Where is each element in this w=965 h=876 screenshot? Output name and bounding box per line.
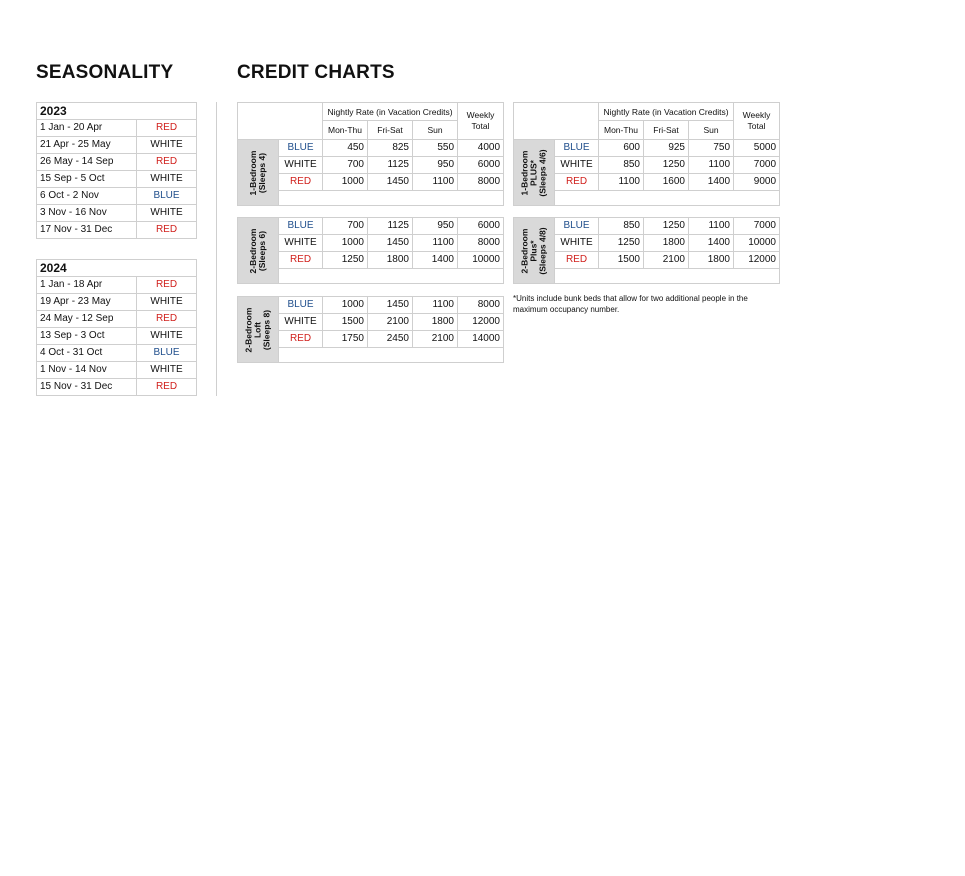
weekly-value: 8000 <box>458 297 504 314</box>
date-range: 17 Nov - 31 Dec <box>37 222 137 239</box>
weekly-label: Weekly <box>742 110 771 120</box>
season-label: WHITE <box>137 362 197 379</box>
mon-thu-value: 600 <box>599 140 644 157</box>
season-label: RED <box>137 222 197 239</box>
date-range: 24 May - 12 Sep <box>37 311 137 328</box>
season-label: RED <box>279 174 323 191</box>
date-range: 15 Nov - 31 Dec <box>37 379 137 396</box>
total-label: Total <box>747 121 766 131</box>
mon-thu-value: 1000 <box>323 297 368 314</box>
mon-thu-value: 1750 <box>323 331 368 348</box>
mon-thu-header: Mon-Thu <box>599 121 644 140</box>
sun-value: 1800 <box>413 314 458 331</box>
weekly-value: 14000 <box>458 331 504 348</box>
fri-sat-value: 1250 <box>644 218 689 235</box>
fri-sat-value: 2450 <box>368 331 413 348</box>
weekly-value: 12000 <box>734 252 780 269</box>
table-row <box>514 218 780 235</box>
table-row <box>514 140 780 157</box>
season-label: WHITE <box>137 294 197 311</box>
sun-value: 950 <box>413 157 458 174</box>
season-label: BLUE <box>555 140 599 157</box>
header-blank <box>238 103 323 140</box>
footnote: *Units include bunk beds that allow for two additional people in the maximum occupancy number. <box>513 294 748 314</box>
sun-value: 750 <box>689 140 734 157</box>
fri-sat-value: 1250 <box>644 157 689 174</box>
season-label: BLUE <box>279 140 323 157</box>
nightly-rate-header: Nightly Rate (in Vacation Credits) <box>323 103 458 121</box>
table-row <box>37 277 197 294</box>
season-label: RED <box>137 311 197 328</box>
date-range: 1 Nov - 14 Nov <box>37 362 137 379</box>
weekly-value: 8000 <box>458 174 504 191</box>
season-label: BLUE <box>555 218 599 235</box>
weekly-total-header <box>734 103 780 140</box>
date-range: 1 Jan - 18 Apr <box>37 277 137 294</box>
date-range: 13 Sep - 3 Oct <box>37 328 137 345</box>
sun-value: 1400 <box>689 174 734 191</box>
date-range: 1 Jan - 20 Apr <box>37 120 137 137</box>
sun-value: 2100 <box>413 331 458 348</box>
weekly-total-header <box>458 103 504 140</box>
weekly-value: 12000 <box>458 314 504 331</box>
sun-header: Sun <box>689 121 734 140</box>
season-label: RED <box>279 331 323 348</box>
season-label: BLUE <box>279 297 323 314</box>
unit-label-1-bedroom-plus: 1-Bedroom PLUS* (Sleeps 4/6) <box>514 140 555 206</box>
unit-label-1-bedroom: 1-Bedroom (Sleeps 4) <box>238 140 279 206</box>
weekly-value: 8000 <box>458 235 504 252</box>
table-row <box>37 222 197 239</box>
season-label: RED <box>137 120 197 137</box>
sun-value: 1800 <box>689 252 734 269</box>
table-row <box>37 294 197 311</box>
season-label: RED <box>137 277 197 294</box>
credit-table-right-2 <box>513 217 780 284</box>
fri-sat-value: 1800 <box>644 235 689 252</box>
sun-value: 1100 <box>413 297 458 314</box>
year-label: 2023 <box>37 103 197 120</box>
sun-value: 1100 <box>413 235 458 252</box>
weekly-value: 6000 <box>458 218 504 235</box>
credit-table-left-3 <box>237 296 504 363</box>
season-label: RED <box>555 252 599 269</box>
credit-table-left-2 <box>237 217 504 284</box>
sun-value: 1100 <box>689 157 734 174</box>
season-label: RED <box>279 252 323 269</box>
mon-thu-value: 850 <box>599 218 644 235</box>
section-divider <box>216 102 217 396</box>
year-label: 2024 <box>37 260 197 277</box>
season-label: RED <box>137 379 197 396</box>
table-row <box>37 137 197 154</box>
blank-row <box>279 348 504 363</box>
seasonality-heading: SEASONALITY <box>36 62 174 83</box>
fri-sat-value: 2100 <box>368 314 413 331</box>
unit-label-2-bedroom-plus: 2-Bedroom Plus* (Sleeps 4/8) <box>514 218 555 284</box>
weekly-value: 9000 <box>734 174 780 191</box>
mon-thu-value: 1250 <box>323 252 368 269</box>
season-label: WHITE <box>279 157 323 174</box>
fri-sat-value: 1600 <box>644 174 689 191</box>
mon-thu-value: 1000 <box>323 174 368 191</box>
mon-thu-value: 700 <box>323 157 368 174</box>
date-range: 26 May - 14 Sep <box>37 154 137 171</box>
fri-sat-value: 1450 <box>368 297 413 314</box>
sun-value: 1400 <box>413 252 458 269</box>
table-row <box>37 120 197 137</box>
table-row <box>37 379 197 396</box>
date-range: 15 Sep - 5 Oct <box>37 171 137 188</box>
season-label: WHITE <box>279 235 323 252</box>
mon-thu-value: 700 <box>323 218 368 235</box>
season-label: WHITE <box>137 137 197 154</box>
season-label: RED <box>555 174 599 191</box>
sun-value: 1400 <box>689 235 734 252</box>
fri-sat-value: 825 <box>368 140 413 157</box>
total-label: Total <box>471 121 490 131</box>
weekly-value: 6000 <box>458 157 504 174</box>
nightly-rate-header: Nightly Rate (in Vacation Credits) <box>599 103 734 121</box>
table-row <box>238 218 504 235</box>
season-label: BLUE <box>137 345 197 362</box>
mon-thu-value: 1250 <box>599 235 644 252</box>
sun-value: 1100 <box>689 218 734 235</box>
season-label: WHITE <box>279 314 323 331</box>
blank-row <box>555 191 780 206</box>
table-row <box>238 140 504 157</box>
credit-table-left <box>237 102 504 206</box>
weekly-value: 7000 <box>734 218 780 235</box>
blank-row <box>555 269 780 284</box>
header-blank <box>514 103 599 140</box>
table-row <box>37 154 197 171</box>
seasonality-table-2023 <box>36 102 197 239</box>
credit-table-right <box>513 102 780 206</box>
date-range: 21 Apr - 25 May <box>37 137 137 154</box>
weekly-value: 4000 <box>458 140 504 157</box>
fri-sat-header: Fri-Sat <box>644 121 689 140</box>
weekly-value: 7000 <box>734 157 780 174</box>
fri-sat-value: 1800 <box>368 252 413 269</box>
fri-sat-value: 1125 <box>368 157 413 174</box>
table-row <box>37 188 197 205</box>
sun-value: 550 <box>413 140 458 157</box>
sun-header: Sun <box>413 121 458 140</box>
mon-thu-header: Mon-Thu <box>323 121 368 140</box>
season-label: WHITE <box>137 171 197 188</box>
fri-sat-value: 1125 <box>368 218 413 235</box>
weekly-label: Weekly <box>466 110 495 120</box>
season-label: WHITE <box>555 157 599 174</box>
table-row <box>37 205 197 222</box>
table-row <box>37 345 197 362</box>
blank-row <box>279 269 504 284</box>
seasonality-table-2024 <box>36 259 197 396</box>
season-label: WHITE <box>555 235 599 252</box>
credit-charts-heading: CREDIT CHARTS <box>237 62 395 83</box>
unit-label-2-bedroom-loft: 2-Bedroom Loft (Sleeps 8) <box>238 297 279 363</box>
table-row <box>37 311 197 328</box>
season-label: BLUE <box>279 218 323 235</box>
table-row <box>37 328 197 345</box>
mon-thu-value: 1100 <box>599 174 644 191</box>
fri-sat-value: 1450 <box>368 174 413 191</box>
season-label: RED <box>137 154 197 171</box>
sun-value: 950 <box>413 218 458 235</box>
weekly-value: 10000 <box>458 252 504 269</box>
season-label: WHITE <box>137 205 197 222</box>
date-range: 19 Apr - 23 May <box>37 294 137 311</box>
fri-sat-value: 925 <box>644 140 689 157</box>
mon-thu-value: 450 <box>323 140 368 157</box>
mon-thu-value: 1500 <box>323 314 368 331</box>
mon-thu-value: 1500 <box>599 252 644 269</box>
date-range: 3 Nov - 16 Nov <box>37 205 137 222</box>
unit-label-2-bedroom: 2-Bedroom (Sleeps 6) <box>238 218 279 284</box>
table-row <box>37 171 197 188</box>
fri-sat-value: 2100 <box>644 252 689 269</box>
blank-row <box>279 191 504 206</box>
fri-sat-header: Fri-Sat <box>368 121 413 140</box>
date-range: 4 Oct - 31 Oct <box>37 345 137 362</box>
mon-thu-value: 850 <box>599 157 644 174</box>
table-row <box>238 297 504 314</box>
date-range: 6 Oct - 2 Nov <box>37 188 137 205</box>
mon-thu-value: 1000 <box>323 235 368 252</box>
fri-sat-value: 1450 <box>368 235 413 252</box>
sun-value: 1100 <box>413 174 458 191</box>
season-label: WHITE <box>137 328 197 345</box>
weekly-value: 10000 <box>734 235 780 252</box>
table-row <box>37 362 197 379</box>
season-label: BLUE <box>137 188 197 205</box>
weekly-value: 5000 <box>734 140 780 157</box>
